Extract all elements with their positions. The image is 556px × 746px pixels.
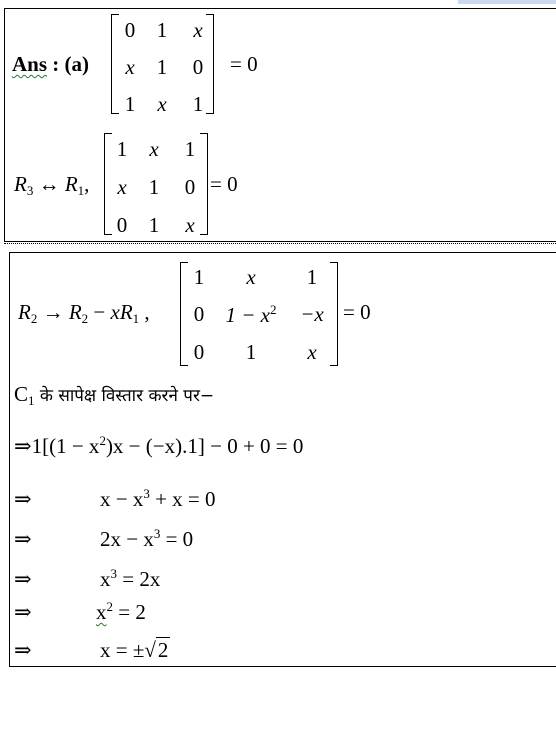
- m1-cell: 1: [156, 18, 168, 42]
- answer-label: [12, 54, 89, 75]
- ans-option: : (a): [52, 52, 90, 76]
- answer-box-1: [4, 8, 556, 242]
- step-1: [14, 487, 216, 510]
- m2-cell: 0: [184, 175, 196, 199]
- step-sup: 3: [153, 526, 161, 541]
- op1-lhs-sub: 3: [26, 183, 34, 198]
- m2-cell: 1: [184, 137, 196, 161]
- step-2: [14, 527, 193, 550]
- step-pre: x: [96, 600, 107, 624]
- ans-word: Ans: [12, 52, 48, 76]
- line1-pre: ⇒1[(1 − x: [14, 434, 100, 458]
- step-pre: x: [100, 567, 111, 591]
- row-operation-1: [14, 174, 89, 197]
- m1-cell: x: [157, 92, 167, 116]
- m1-cell: 0: [124, 18, 136, 42]
- step-sup: 3: [143, 486, 150, 501]
- m3-cell: 1: [245, 340, 257, 364]
- step-pre: x = ±: [100, 638, 145, 662]
- step-post: = 2: [113, 600, 146, 624]
- implies-icon: ⇒: [14, 527, 32, 551]
- matrix-1: [116, 18, 216, 117]
- implies-icon: ⇒: [14, 567, 32, 591]
- line1-sup: 2: [99, 433, 106, 448]
- m3-cell: [212, 302, 290, 328]
- step-5: [14, 640, 170, 661]
- matrix-2: [108, 137, 208, 238]
- expand-hindi-text: के सापेक्ष विस्तार करने पर−: [34, 386, 215, 406]
- m1-cell: 1: [124, 92, 136, 116]
- m1-cell: 1: [192, 92, 204, 116]
- expand-c: C: [14, 382, 29, 406]
- expansion-line: [14, 434, 303, 457]
- m1-cell: 1: [156, 55, 168, 79]
- m2-cell: 0: [116, 213, 128, 237]
- m3-cell: 0: [193, 302, 205, 326]
- step-post: = 2x: [117, 567, 161, 591]
- eq1-rhs: = 0: [230, 52, 258, 76]
- m2-cell: x: [149, 137, 159, 161]
- m2-cell: 1: [148, 213, 160, 237]
- step-sup: 2: [106, 599, 113, 614]
- m3-cell: −x: [300, 302, 324, 326]
- step-post: + x = 0: [149, 487, 216, 511]
- sqrt-radicand: 2: [157, 638, 169, 662]
- op1-lhs: R: [14, 172, 27, 196]
- m3-cell: x: [246, 265, 256, 289]
- matrix-3: [186, 265, 334, 365]
- m3-cell: 1: [193, 265, 205, 289]
- eq3-rhs: = 0: [343, 300, 371, 324]
- m1-cell: 0: [192, 55, 204, 79]
- m2-cell: 1: [116, 137, 128, 161]
- op1-comma: ,: [84, 172, 90, 196]
- m3-cell: 0: [193, 340, 205, 364]
- implies-icon: ⇒: [14, 600, 32, 624]
- line1-post: )x − (−x).1] − 0 + 0 = 0: [105, 434, 304, 458]
- op2-a-sub: 2: [30, 311, 38, 326]
- m1-cell: x: [193, 18, 203, 42]
- m3-cell: 1: [306, 265, 318, 289]
- row-operation-2: [18, 302, 150, 325]
- top-edge-tab: [458, 0, 556, 4]
- swap-arrow-icon: ↔: [38, 172, 60, 196]
- expand-sub: 1: [28, 393, 35, 408]
- op2-minus: −: [88, 300, 111, 324]
- op2-b: R: [68, 300, 82, 324]
- m3-cell-text: 1 − x: [225, 303, 270, 327]
- op1-rhs: R: [64, 172, 78, 196]
- op2-comma: ,: [139, 300, 150, 324]
- step-3: [14, 567, 160, 590]
- step-pre: 2x − x: [100, 527, 154, 551]
- op2-c-sub: 1: [132, 311, 140, 326]
- sqrt-icon: √: [144, 638, 156, 662]
- dotted-divider: [4, 243, 556, 244]
- op1-rhs-sub: 1: [77, 183, 85, 198]
- op2-b-sub: 2: [81, 311, 89, 326]
- op2-c: xR: [110, 300, 133, 324]
- m2-cell: x: [185, 213, 195, 237]
- m2-cell: x: [117, 175, 127, 199]
- m2-cell: 1: [148, 175, 160, 199]
- step-sup: 3: [110, 566, 117, 581]
- step-post: = 0: [160, 527, 194, 551]
- expansion-note: [14, 384, 214, 407]
- m3-cell: x: [307, 340, 317, 364]
- step-4: [14, 600, 146, 623]
- step-pre: x − x: [100, 487, 144, 511]
- m3-cell-sup: 2: [270, 302, 277, 317]
- m1-cell: x: [125, 55, 135, 79]
- op2-a: R: [18, 300, 31, 324]
- implies-icon: ⇒: [14, 638, 32, 662]
- implies-icon: ⇒: [14, 487, 32, 511]
- right-arrow-icon: →: [42, 300, 64, 324]
- eq2-rhs: = 0: [210, 172, 238, 196]
